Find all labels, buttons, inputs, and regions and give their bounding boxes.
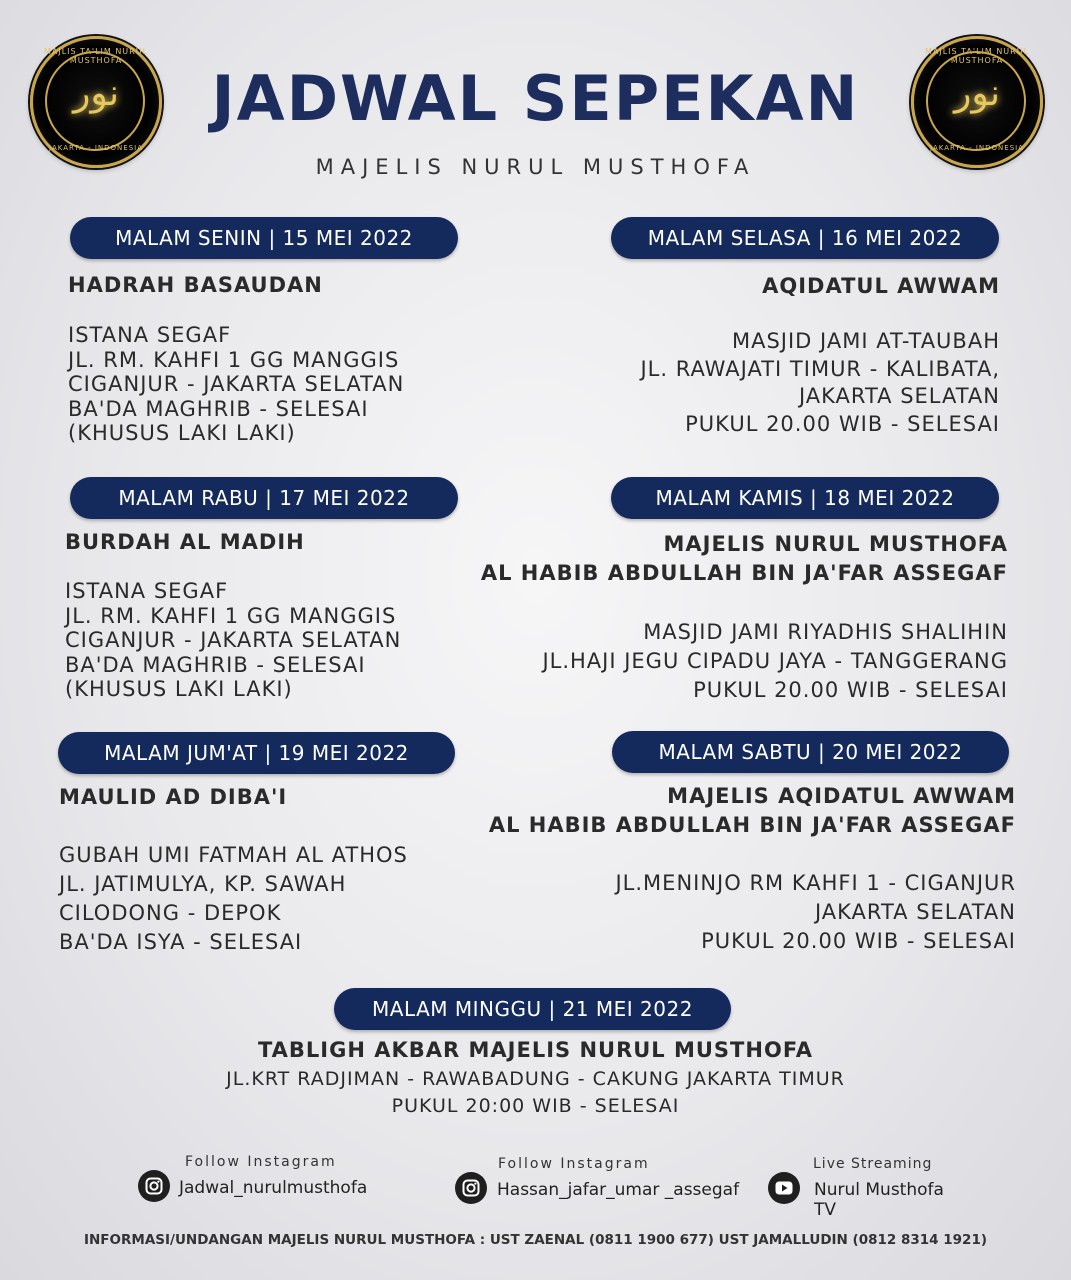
social-instagram-2[interactable] <box>455 1156 745 1206</box>
event-details-jumat: GUBAH UMI FATMAH AL ATHOS JL. JATIMULYA, KP. SAWAH CILODONG - DEPOK BA'DA ISYA - SELESAI <box>59 843 408 954</box>
social-label: Follow Instagram <box>185 1154 337 1170</box>
day-badge-rabu: MALAM RABU | 17 MEI 2022 <box>70 477 458 519</box>
logo-text-bottom: JAKARTA - INDONESIA <box>930 144 1024 152</box>
event-title-sabtu: MAJELIS AQIDATUL AWWAM AL HABIB ABDULLAH BIN JA'FAR ASSEGAF <box>488 784 1016 837</box>
instagram-icon <box>138 1170 170 1202</box>
event-title-rabu: BURDAH AL MADIH <box>65 530 305 554</box>
day-badge-selasa: MALAM SELASA | 16 MEI 2022 <box>611 217 999 259</box>
calligraphy-emblem-icon: نور <box>72 73 119 114</box>
event-title-jumat: MAULID AD DIBA'I <box>59 785 288 809</box>
event-title-senin: HADRAH BASAUDAN <box>68 273 323 297</box>
logo-text-top: MAJLIS TA'LIM NURUL MUSTHOFA <box>924 47 1030 65</box>
event-details-sabtu: JL.MENINJO RM KAHFI 1 - CIGANJUR JAKARTA SELATAN PUKUL 20.00 WIB - SELESAI <box>615 871 1016 953</box>
day-badge-kamis: MALAM KAMIS | 18 MEI 2022 <box>611 477 999 519</box>
social-label: Live Streaming <box>813 1156 933 1172</box>
event-title-minggu: TABLIGH AKBAR MAJELIS NURUL MUSTHOFA <box>257 1038 814 1062</box>
social-handle: Jadwal_nurulmusthofa <box>179 1178 368 1198</box>
logo-text-bottom: JAKARTA - INDONESIA <box>49 144 143 152</box>
event-title-kamis: MAJELIS NURUL MUSTHOFA AL HABIB ABDULLAH BIN JA'FAR ASSEGAF <box>480 532 1008 585</box>
event-details-kamis: MASJID JAMI RIYADHIS SHALIHIN JL.HAJI JEGU CIPADU JAYA - TANGGERANG PUKUL 20.00 WIB - SELESAI <box>542 620 1008 702</box>
social-youtube[interactable] <box>768 1156 968 1220</box>
calligraphy-emblem-icon: نور <box>953 73 1000 114</box>
social-handle: Hassan_jafar_umar _assegaf <box>497 1180 740 1200</box>
social-instagram-1[interactable] <box>138 1154 398 1204</box>
social-handle: Nurul Musthofa TV <box>814 1180 944 1220</box>
day-badge-minggu: MALAM MINGGU | 21 MEI 2022 <box>334 988 731 1030</box>
footer-contact-info: INFORMASI/UNDANGAN MAJELIS NURUL MUSTHOFA : UST ZAENAL (0811 1900 677) UST JAMALLUDIN (0812 8314 1921) <box>83 1232 988 1248</box>
event-details-selasa: MASJID JAMI AT-TAUBAH JL. RAWAJATI TIMUR - KALIBATA, JAKARTA SELATAN PUKUL 20.00 WIB - SELESAI <box>640 329 1000 436</box>
event-details-minggu: JL.KRT RADJIMAN - RAWABADUNG - CAKUNG JAKARTA TIMUR PUKUL 20:00 WIB - SELESAI <box>226 1068 845 1117</box>
youtube-icon <box>768 1172 800 1204</box>
day-badge-jumat: MALAM JUM'AT | 19 MEI 2022 <box>58 732 455 774</box>
page-title: JADWAL SEPEKAN <box>211 62 860 135</box>
day-badge-sabtu: MALAM SABTU | 20 MEI 2022 <box>612 731 1009 773</box>
day-badge-senin: MALAM SENIN | 15 MEI 2022 <box>70 217 458 259</box>
logo-text-top: MAJLIS TA'LIM NURUL MUSTHOFA <box>43 47 149 65</box>
page-subtitle: MAJELIS NURUL MUSTHOFA <box>315 155 756 179</box>
instagram-icon <box>455 1172 487 1204</box>
event-title-selasa: AQIDATUL AWWAM <box>762 274 1000 298</box>
social-label: Follow Instagram <box>498 1156 650 1172</box>
event-details-senin: ISTANA SEGAF JL. RM. KAHFI 1 GG MANGGIS CIGANJUR - JAKARTA SELATAN BA'DA MAGHRIB - SELESAI (KHUSUS LAKI LAKI) <box>68 323 405 445</box>
event-details-rabu: ISTANA SEGAF JL. RM. KAHFI 1 GG MANGGIS CIGANJUR - JAKARTA SELATAN BA'DA MAGHRIB - SELESAI (KHUSUS LAKI LAKI) <box>65 579 402 701</box>
